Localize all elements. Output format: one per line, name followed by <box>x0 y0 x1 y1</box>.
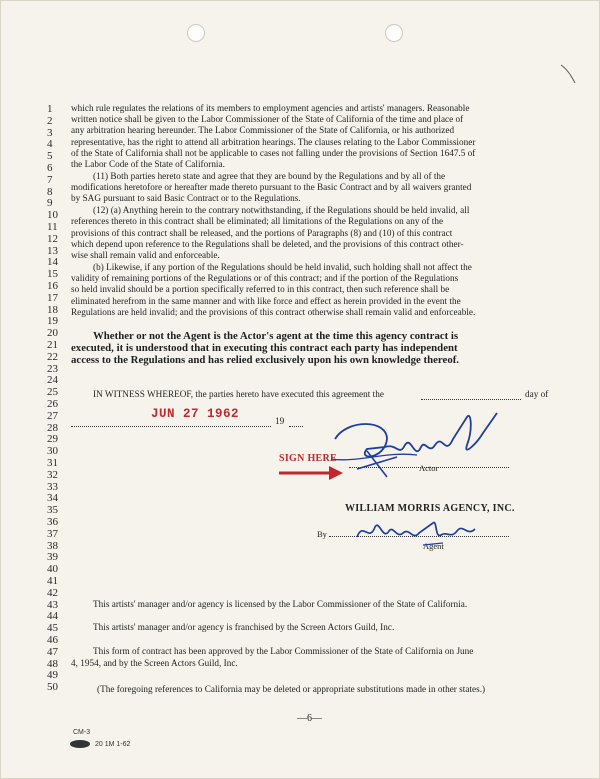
line-number: 25 <box>47 386 58 399</box>
line-number: 35 <box>47 504 58 517</box>
line-number: 15 <box>47 268 58 281</box>
body-line: wise shall remain valid and enforceable. <box>71 250 220 260</box>
line-number: 46 <box>47 634 58 646</box>
form-code: CM-3 <box>73 729 91 736</box>
line-number: 49 <box>47 669 58 682</box>
line-number: 50 <box>47 681 58 694</box>
by-label: By <box>317 529 327 539</box>
body-line: Regulations are held invalid; and the provisions of this contract otherwise shall remain valid and enforceable. <box>71 307 476 317</box>
line-number: 32 <box>47 468 58 481</box>
line-number: 28 <box>47 421 58 434</box>
line-number: 1 <box>47 103 53 115</box>
line-number: 11 <box>47 221 58 233</box>
line-number: 21 <box>47 339 58 351</box>
body-line: representative, has the right to attend all arbitration hearings. The clauses relating to the Labor Commissioner <box>71 137 476 147</box>
line-number: 43 <box>47 598 58 611</box>
line-number: 2 <box>47 114 53 127</box>
year-blank <box>71 426 271 427</box>
body-line: (12) (a) Anything herein to the contrary notwithstanding, if the Regulations should be held invalid, all <box>93 205 470 215</box>
line-number: 9 <box>47 197 53 210</box>
line-number: 19 <box>47 315 58 328</box>
body-line: (11) Both parties hereto state and agree that they are bound by the Regulations and by all of the <box>93 171 446 181</box>
line-number: 22 <box>47 350 58 363</box>
line-number: 14 <box>47 256 58 269</box>
sign-here-label: SIGN HERE <box>279 453 337 464</box>
body-line: eliminated herefrom in the same manner and with like force and effect as herein provided in the event the <box>71 296 461 306</box>
actor-label: Actor <box>419 463 439 473</box>
body-line: so held invalid should be a portion specifically referred to in this contract, then such reference shall be <box>71 284 450 294</box>
line-number: 4 <box>47 138 53 151</box>
line-number: 38 <box>47 539 58 552</box>
line-number: 33 <box>47 480 58 493</box>
line-number: 36 <box>47 516 58 528</box>
line-number: 3 <box>47 126 53 139</box>
line-number: 10 <box>47 209 58 222</box>
body-line: modifications heretofore or hereafter made thereto pursuant to the Basic Contract and by all waivers granted <box>71 182 472 192</box>
actor-signature <box>327 399 507 491</box>
agency-name: WILLIAM MORRIS AGENCY, INC. <box>345 503 515 514</box>
line-number: 23 <box>47 362 58 375</box>
agent-signature <box>353 515 493 551</box>
punch-hole-right <box>385 24 403 42</box>
license-line: 4, 1954, and by the Screen Actors Guild, Inc. <box>71 658 238 668</box>
license-line: (The foregoing references to California may be deleted or appropriate substitutions made in other states.) <box>97 684 486 694</box>
year-prefix: 19 <box>275 416 285 426</box>
line-number: 7 <box>47 173 53 186</box>
line-number: 18 <box>47 303 58 316</box>
line-number: 17 <box>47 291 58 304</box>
line-number: 13 <box>47 244 58 257</box>
line-number: 42 <box>47 586 58 599</box>
day-of-label: day of <box>525 389 549 399</box>
notice-line: Whether or not the Agent is the Actor's agent at the time this agency contract is <box>93 330 459 342</box>
print-code: 20 1M 1-62 <box>95 741 131 748</box>
date-stamp: JUN 27 1962 <box>151 407 240 421</box>
line-number: 39 <box>47 551 58 564</box>
line-number: 27 <box>47 409 58 422</box>
license-line: This form of contract has been approved by the Labor Commissioner of the State of California on June <box>93 646 474 656</box>
body-line: which rule regulates the relations of its members to employment agencies and artists' managers. Reasonable <box>71 103 470 113</box>
license-line: This artists' manager and/or agency is franchised by the Screen Actors Guild, Inc. <box>93 622 395 632</box>
body-line: the Labor Code of the State of California. <box>71 159 225 169</box>
line-number: 8 <box>47 185 53 198</box>
line-number: 37 <box>47 527 58 540</box>
body-line: of the State of California shall not be applicable to cases not falling under the provisions of Section 1647.5 of <box>71 148 476 158</box>
punch-hole-left <box>187 24 205 42</box>
union-label-logo <box>69 739 91 749</box>
license-line: This artists' manager and/or agency is licensed by the Labor Commissioner of the State of California. <box>93 599 468 609</box>
page-number: —6— <box>297 713 322 724</box>
line-number: 31 <box>47 457 58 469</box>
body-line: references thereto in this contract shall be eliminated; all limitations of the Regulations on any of the <box>71 216 444 226</box>
corner-mark <box>557 61 581 89</box>
line-number: 34 <box>47 492 58 505</box>
line-number: 6 <box>47 162 53 174</box>
line-number: 20 <box>47 327 58 340</box>
line-number: 45 <box>47 622 58 635</box>
body-line: written notice shall be given to the Labor Commissioner of the State of California of the time and place of <box>71 114 464 124</box>
year-suffix-blank <box>289 426 303 427</box>
line-number: 12 <box>47 232 58 245</box>
line-number: 24 <box>47 374 58 387</box>
witness-text: IN WITNESS WHEREOF, the parties hereto have executed this agreement the <box>93 389 384 399</box>
agent-label: Agent <box>423 541 444 551</box>
line-number: 41 <box>47 575 58 587</box>
line-number: 30 <box>47 445 58 458</box>
line-number: 16 <box>47 280 58 292</box>
line-number: 29 <box>47 433 58 446</box>
body-line: validity of remaining portions of the Regulations or of this contract; and if the portion of the Regulations <box>71 273 459 283</box>
body-line: (b) Likewise, if any portion of the Regulations should be held invalid, such holding shall not affect the <box>93 262 472 272</box>
line-number: 47 <box>47 645 58 658</box>
body-line: any arbitration hearing hereunder. The Labor Commissioner of the State of California, or his authorized <box>71 125 455 135</box>
line-number: 26 <box>47 398 58 410</box>
line-number: 48 <box>47 657 58 670</box>
line-number: 44 <box>47 610 58 623</box>
body-line: provisions of this contract shall be released, and the portions of Paragraphs (8) and (10) of this contract <box>71 228 453 238</box>
body-line: by SAG pursuant to said Basic Contract or to the Regulations. <box>71 193 301 203</box>
line-number: 40 <box>47 563 58 576</box>
notice-line: executed, it is understood that in executing this contract each party has independent <box>71 342 458 354</box>
body-line: which depend upon reference to the Regulations shall be deleted, and the provisions of this contract other- <box>71 239 464 249</box>
line-number: 5 <box>47 150 53 163</box>
notice-line: access to the Regulations and has relied exclusively upon his own knowledge thereof. <box>71 354 460 366</box>
